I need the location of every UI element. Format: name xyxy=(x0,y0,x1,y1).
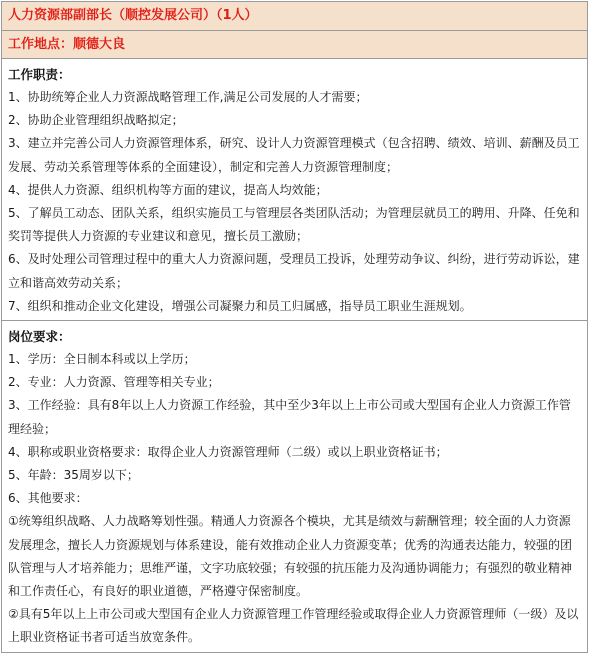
requirements-section xyxy=(2,321,588,653)
job-posting xyxy=(1,1,588,653)
requirement-item: ①统筹组织战略、人力战略筹划性强。精通人力资源各个模块，尤其是绩效与薪酬管理；较全面的人力资源发展理念，擅长人力资源规划与体系建设，能有效推动企业人力资源变革；优秀的沟通表达能力，较强的团队管理与人才培养能力；思维严谨，文字功底较强；有较强的抗压能力及沟通协调能力；有强烈的敬业精神和工作责任心，有良好的职业道德，严格遵守保密制度。 xyxy=(8,514,573,599)
duties-section xyxy=(2,59,588,321)
requirement-item: 6、其他要求： xyxy=(8,491,88,506)
duties-heading: 工作职责： xyxy=(8,67,71,82)
duty-item: 3、建立并完善公司人力资源管理体系，研究、设计人力资源管理模式（包含招聘、绩效、培训、薪酬及员工发展、劳动关系管理等体系的全面建设），制定和完善人力资源管理制度； xyxy=(8,136,580,174)
duty-item: 2、协助企业管理组织战略拟定； xyxy=(8,113,184,128)
job-table xyxy=(1,1,588,653)
requirements-heading: 岗位要求： xyxy=(8,329,71,345)
work-location: 工作地点：顺德大良 xyxy=(2,31,588,59)
duty-item: 4、提供人力资源、组织机构等方面的建议，提高人均效能； xyxy=(8,182,328,197)
duty-item: 5、了解员工动态、团队关系，组织实施员工与管理层各类团队活动；为管理层就员工的聘用、升降、任免和奖罚等提供人力资源的专业建议和意见，擅长员工激励； xyxy=(8,206,580,244)
requirement-item: 1、学历：全日制本科或以上学历； xyxy=(8,352,196,367)
requirement-item: 2、专业：人力资源、管理等相关专业； xyxy=(8,375,220,390)
duty-item: 1、协助统筹企业人力资源战略管理工作,满足公司发展的人才需要； xyxy=(8,90,368,104)
requirement-item: ②具有5年以上上市公司或大型国有企业人力资源管理工作管理经验或取得企业人力资源管理师（一级）及以上职业资格证书者可适当放宽条件。 xyxy=(8,607,579,645)
requirement-item: 4、职称或职业资格要求：取得企业人力资源管理师（二级）或以上职业资格证书； xyxy=(8,444,448,459)
requirement-item: 3、工作经验：具有8年以上人力资源工作经验，其中至少3年以上上市公司或大型国有企业人力资源工作管理经验； xyxy=(8,398,571,436)
requirement-item: 5、年龄：35周岁以下； xyxy=(8,468,139,483)
duty-item: 6、及时处理公司管理过程中的重大人力资源问题，受理员工投诉，处理劳动争议、纠纷，进行劳动诉讼，建立和谐高效劳动关系； xyxy=(8,252,580,290)
duty-item: 7、组织和推动企业文化建设，增强公司凝聚力和员工归属感，指导员工职业生涯规划。 xyxy=(8,298,472,313)
job-title: 人力资源部副部长（顺控发展公司）（1人） xyxy=(2,2,588,31)
